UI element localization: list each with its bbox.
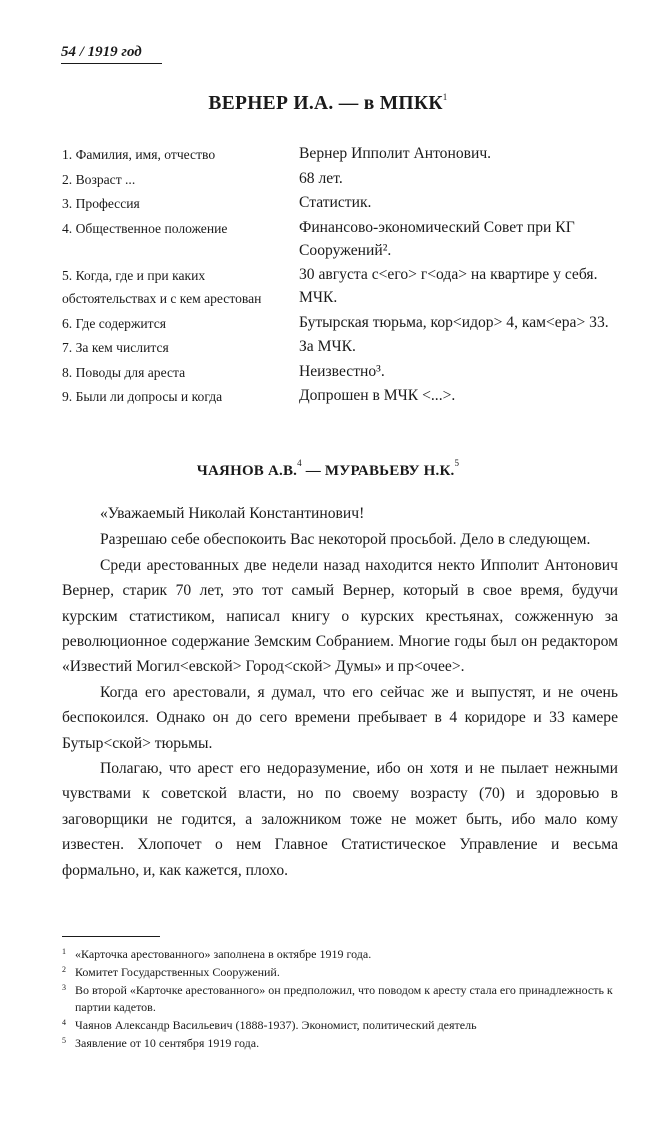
footnote-divider (62, 936, 160, 937)
footnote (62, 946, 618, 963)
footnote-ref: 1 (442, 92, 448, 102)
questionnaire-row (62, 216, 622, 263)
question-label: 6. Где содержится (62, 315, 167, 331)
letter-paragraph: Разрешаю себе обеспокоить Вас некоторой просьбой. Дело в следующем. (100, 531, 591, 549)
questionnaire-row (62, 167, 622, 192)
footnote (62, 964, 618, 981)
footnote-ref: 5 (454, 458, 460, 468)
letter-paragraph: Среди арестованных две недели назад находится некто Ипполит Антонович Вернер, старик 70 лет, это тот самый Вернер, который в свое время, будучи курским статистиком, написал книгу о курских крестьянах, сожженную за революционное содержание Земским Собранием. Многие годы был он редактором «Известий Могил<евской> Город<ской> Думы» и пр<очее>. (62, 556, 618, 676)
question-label: 5. Когда, где и при каких обстоятельствах и с кем арестован (62, 267, 262, 306)
section-title-part: ЧАЯНОВ А.В. (196, 463, 298, 479)
questionnaire-row (62, 384, 622, 409)
footnote (62, 982, 618, 1016)
questionnaire-row (62, 191, 622, 216)
section-title-werner (0, 92, 656, 115)
footnote-text: Комитет Государственных Сооружений. (75, 965, 280, 979)
footnote-text: Во второй «Карточке арестованного» он предположил, что поводом к аресту стала его принадлежность к партии кадетов. (75, 983, 613, 1014)
question-label: 9. Были ли допросы и когда (62, 389, 223, 404)
footnote-number: 2 (62, 965, 66, 974)
letter-body (62, 501, 618, 883)
questionnaire-row (62, 335, 622, 360)
footnote (62, 1017, 618, 1034)
answer-value: Бутырская тюрьма, кор<идор> 4, кам<ера> 33. (299, 313, 609, 331)
questionnaire-row (62, 311, 622, 336)
footnotes (62, 946, 618, 1053)
answer-value: Статистик. (299, 194, 372, 211)
answer-value: 30 августа с<его> г<ода> на квартире у себя. МЧК. (299, 265, 598, 306)
letter-paragraph: Когда его арестовали, я думал, что его сейчас же и выпустят, и не очень беспокоился. Однако он до сего времени пребывает в 4 коридоре и 33 камере Бутыр<ской> тюрьмы. (62, 683, 618, 752)
question-label: 2. Возраст ... (62, 171, 136, 187)
question-label: 4. Общественное положение (62, 220, 228, 236)
footnote-number: 5 (62, 1036, 66, 1045)
answer-value: Допрошен в МЧК <...>. (299, 387, 456, 404)
questionnaire-row (62, 360, 622, 385)
section-title-letter (0, 458, 656, 480)
answer-value: За МЧК. (299, 338, 356, 355)
questionnaire-table (62, 142, 622, 409)
footnote-number: 3 (62, 983, 66, 992)
letter-paragraph: Полагаю, что арест его недоразумение, ибо он хотя и не пылает нежными чувствами к советской власти, но по своему возрасту (70) и здоровью в заговорщики не годится, а заложником тоже не может быть, ибо мало кому известен. Хлопочет о нем Главное Статистическое Управление и весьма формально, и, как кажется, плохо. (62, 760, 618, 879)
question-label: 1. Фамилия, имя, отчество (62, 147, 216, 162)
question-label: 8. Поводы для ареста (62, 364, 186, 380)
running-head: 54 / 1919 год (61, 44, 162, 64)
section-title-part: — МУРАВЬЕВУ Н.К. (301, 463, 455, 479)
footnote-text: Чаянов Александр Васильевич (1888-1937). Экономист, политический деятель (75, 1018, 477, 1032)
questionnaire-row (62, 263, 622, 311)
letter-greeting: «Уважаемый Николай Константинович! (100, 505, 365, 522)
footnote-number: 1 (62, 947, 66, 956)
footnote-text: Заявление от 10 сентября 1919 года. (75, 1036, 260, 1050)
answer-value: Финансово-экономический Совет при КГ Сооружений². (299, 218, 575, 259)
question-label: 7. За кем числится (62, 340, 169, 355)
answer-value: 68 лет. (299, 169, 343, 187)
answer-value: Вернер Ипполит Антонович. (299, 145, 492, 162)
footnote-number: 4 (62, 1018, 66, 1027)
footnote-ref: 4 (297, 458, 302, 468)
section-title-text: ВЕРНЕР И.А. — в МПКК (208, 93, 443, 114)
questionnaire-row (62, 142, 622, 167)
question-label: 3. Профессия (62, 196, 140, 211)
answer-value: Неизвестно³. (299, 362, 385, 380)
footnote-text: «Карточка арестованного» заполнена в октябре 1919 года. (75, 947, 372, 961)
footnote (62, 1035, 618, 1052)
